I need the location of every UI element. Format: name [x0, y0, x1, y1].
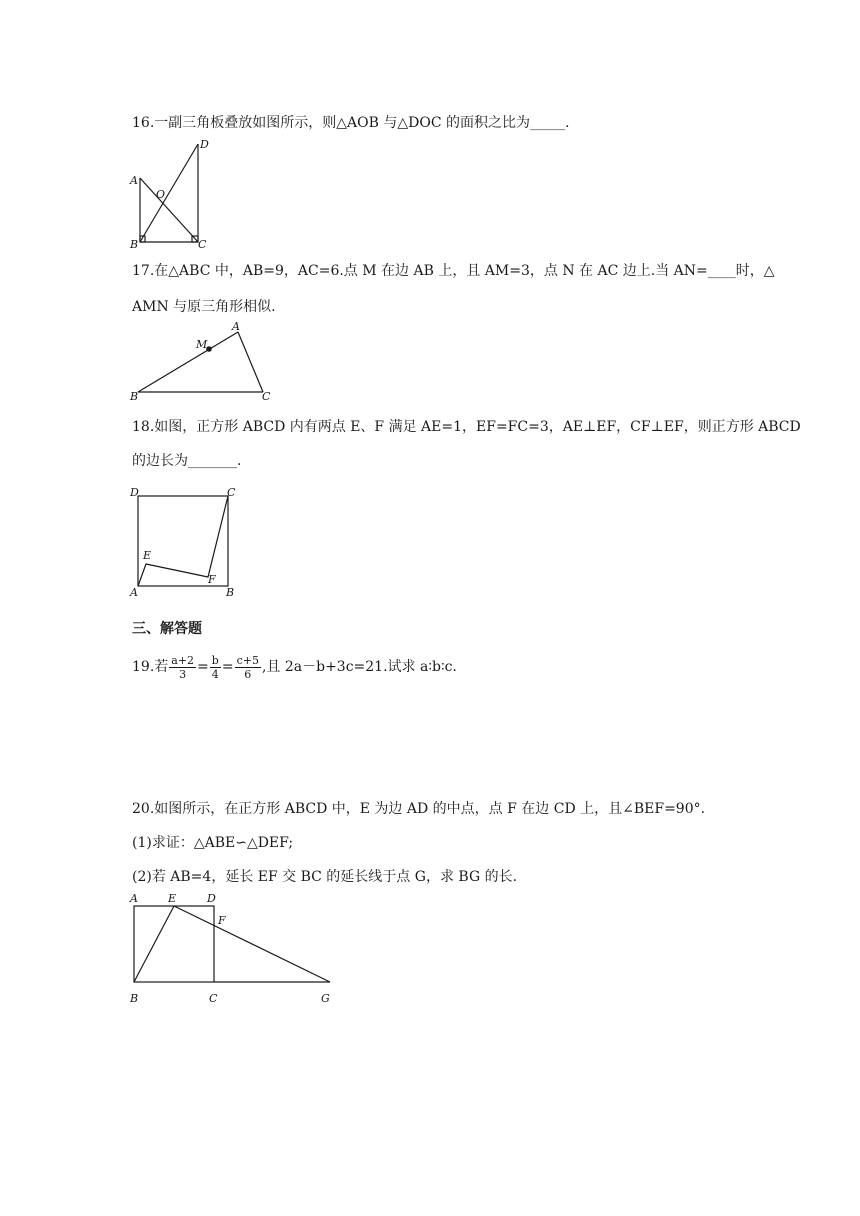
question-17-line2: AMN 与原三角形相似.	[132, 299, 276, 315]
question-16-text: 16.一副三角板叠放如图所示，则△AOB 与△DOC 的面积之比为_____.	[132, 115, 570, 131]
question-20-part1: (1)求证：△ABE∽△DEF;	[132, 835, 294, 851]
label-C: C	[198, 238, 207, 251]
fraction-2: $\frac{b}{4}$	[211, 653, 219, 681]
question-19	[132, 652, 457, 682]
label-B: B	[226, 586, 235, 599]
question-17-line1: 17.在△ABC 中，AB=9，AC=6.点 M 在边 AB 上，且 AM=3，点 N 在 AC 边上.当 AN=____时，△	[132, 263, 775, 279]
label-A: A	[130, 586, 138, 599]
label-O: O	[156, 188, 166, 201]
label-M: M	[196, 338, 208, 351]
label-A: A	[232, 320, 240, 333]
q19-prefix: 19.若	[132, 659, 169, 675]
label-B: B	[130, 238, 139, 251]
fraction-3: $\frac{c+5}{6}$	[236, 653, 259, 681]
q19-eq1: =	[197, 659, 209, 675]
label-G: G	[321, 992, 330, 1005]
question-20-stem: 20.如图所示，在正方形 ABCD 中，E 为边 AD 的中点，点 F 在边 CD 上，且∠BEF=90°.	[132, 801, 706, 817]
fraction-1: $\frac{a+2}{3}$	[171, 653, 195, 681]
label-C: C	[262, 390, 271, 403]
figure-20-square-abcd	[128, 890, 348, 1010]
figure-18-square-abcd	[128, 484, 248, 604]
label-F: F	[208, 573, 216, 586]
label-E: E	[143, 549, 152, 562]
label-E: E	[168, 892, 177, 905]
label-D: D	[200, 138, 209, 151]
question-20-part2: (2)若 AB=4，延长 EF 交 BC 的延长线于点 G，求 BG 的长.	[132, 869, 518, 885]
label-B: B	[130, 992, 139, 1005]
label-C: C	[209, 992, 218, 1005]
q19-suffix: ,且 2a－b+3c=21.试求 a∶b∶c.	[261, 659, 457, 675]
figure-17-triangle-abc	[128, 320, 288, 403]
label-B: B	[130, 390, 139, 403]
label-A: A	[130, 174, 138, 187]
label-D: D	[207, 892, 216, 905]
question-18-line1: 18.如图，正方形 ABCD 内有两点 E、F 满足 AE=1，EF=FC=3，AE⊥EF，CF⊥EF，则正方形 ABCD	[132, 419, 801, 435]
label-C: C	[227, 486, 236, 499]
label-D: D	[130, 486, 139, 499]
section-heading: 三、解答题	[132, 621, 202, 637]
q19-eq2: =	[221, 659, 234, 675]
label-F: F	[218, 914, 226, 927]
label-A: A	[130, 892, 138, 905]
figure-16-triangle-rulers	[128, 138, 228, 251]
question-18-line2: 的边长为_______.	[132, 453, 242, 469]
